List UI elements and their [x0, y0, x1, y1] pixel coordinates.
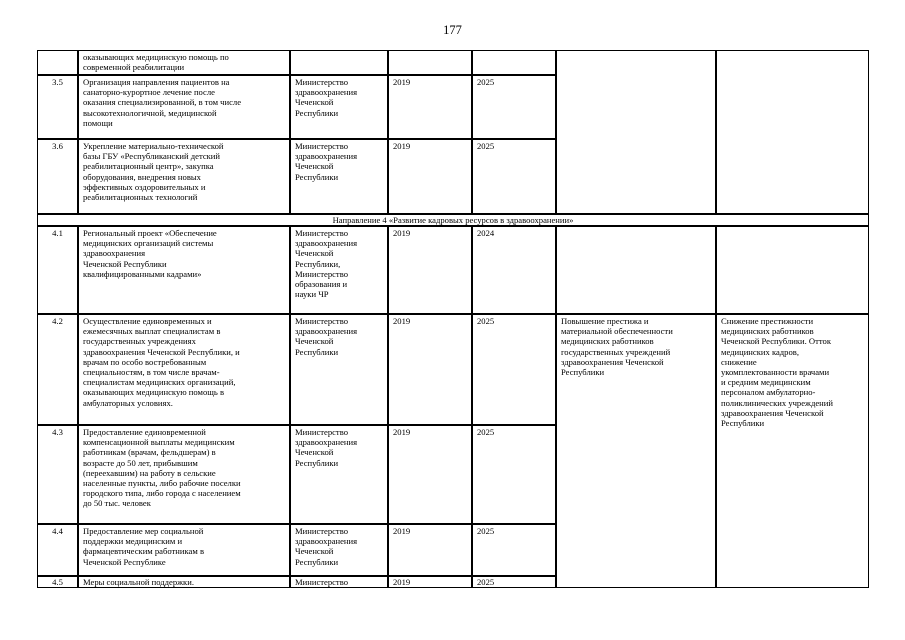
page-number: 177	[443, 23, 462, 37]
row-3-start: 2019	[388, 226, 472, 314]
expected-result-cell: Повышение престижа и материальной обеспеченности медицинских работников государственных учреждений здравоохранения Чеченской Республики	[556, 314, 716, 588]
row-6-name: Предоставление мер социальной поддержки медицинским и фармацевтическим работникам в Чеченской Республике	[78, 524, 290, 576]
row-3-num: 4.1	[37, 226, 78, 314]
row-4-name: Осуществление единовременных и ежемесячных выплат специалистам в государственных учреждениях здравоохранения Чеченской Республики, и врачам по особо востребованным специальностям, в том числе врачам- специалистам медицинских организаций, оказывающих медицинскую помощь в амбулаторных условиях.	[78, 314, 290, 425]
row-2-num: 3.6	[37, 139, 78, 214]
row-1-executor: Министерство здравоохранения Чеченской Республики	[290, 75, 388, 139]
row-0-start	[388, 50, 472, 75]
top-result-cell	[556, 50, 716, 214]
row-6-num: 4.4	[37, 524, 78, 576]
row-2-start: 2019	[388, 139, 472, 214]
row-4-executor: Министерство здравоохранения Чеченской Республики	[290, 314, 388, 425]
row-0-name: оказывающих медицинскую помощь по современной реабилитации	[78, 50, 290, 75]
row-6-executor: Министерство здравоохранения Чеченской Республики	[290, 524, 388, 576]
row-5-executor: Министерство здравоохранения Чеченской Республики	[290, 425, 388, 524]
direction-header: Направление 4 «Развитие кадровых ресурсов в здравоохранении»	[37, 214, 869, 226]
row-0-num	[37, 50, 78, 75]
row-6-start: 2019	[388, 524, 472, 576]
row-0-end	[472, 50, 556, 75]
row-2-end: 2025	[472, 139, 556, 214]
row-5-num: 4.3	[37, 425, 78, 524]
row-4-end: 2025	[472, 314, 556, 425]
row-7-executor: Министерство	[290, 576, 388, 588]
row-3-risk	[716, 226, 869, 314]
row-6-end: 2025	[472, 524, 556, 576]
row-7-name: Меры социальной поддержки.	[78, 576, 290, 588]
row-7-start: 2019	[388, 576, 472, 588]
row-3-result	[556, 226, 716, 314]
row-1-end: 2025	[472, 75, 556, 139]
row-1-start: 2019	[388, 75, 472, 139]
row-2-name: Укрепление материально-технической базы ГБУ «Республиканский детский реабилитационный центр», закупка оборудования, внедрения новых эффективных оздоровительных и реабилитационных технологий	[78, 139, 290, 214]
top-risk-cell	[716, 50, 869, 214]
row-5-end: 2025	[472, 425, 556, 524]
row-5-name: Предоставление единовременной компенсационной выплаты медицинским работникам (врачам, фельдшерам) в возрасте до 50 лет, прибывшим (переехавшим) на работу в сельские населенные пункты, либо рабочие поселки городского типа, либо города с населением до 50 тыс. человек	[78, 425, 290, 524]
row-1-num: 3.5	[37, 75, 78, 139]
row-7-end: 2025	[472, 576, 556, 588]
risk-cell: Снижение престижности медицинских работников Чеченской Республики. Отток медицинских кадров, снижение укомплектованности врачами и средним медицинским персоналом амбулаторно- поликлинических учреждений здравоохранения Чеченской Республики	[716, 314, 869, 588]
row-4-start: 2019	[388, 314, 472, 425]
row-1-name: Организация направления пациентов на санаторно-курортное лечение после оказания специализированной, в том числе высокотехнологичной, медицинской помощи	[78, 75, 290, 139]
row-3-executor: Министерство здравоохранения Чеченской Республики, Министерство образования и науки ЧР	[290, 226, 388, 314]
row-2-executor: Министерство здравоохранения Чеченской Республики	[290, 139, 388, 214]
row-5-start: 2019	[388, 425, 472, 524]
row-7-num: 4.5	[37, 576, 78, 588]
row-3-name: Региональный проект «Обеспечение медицинских организаций системы здравоохранения Чеченской Республики квалифицированными кадрами»	[78, 226, 290, 314]
row-4-num: 4.2	[37, 314, 78, 425]
row-3-end: 2024	[472, 226, 556, 314]
row-0-executor	[290, 50, 388, 75]
